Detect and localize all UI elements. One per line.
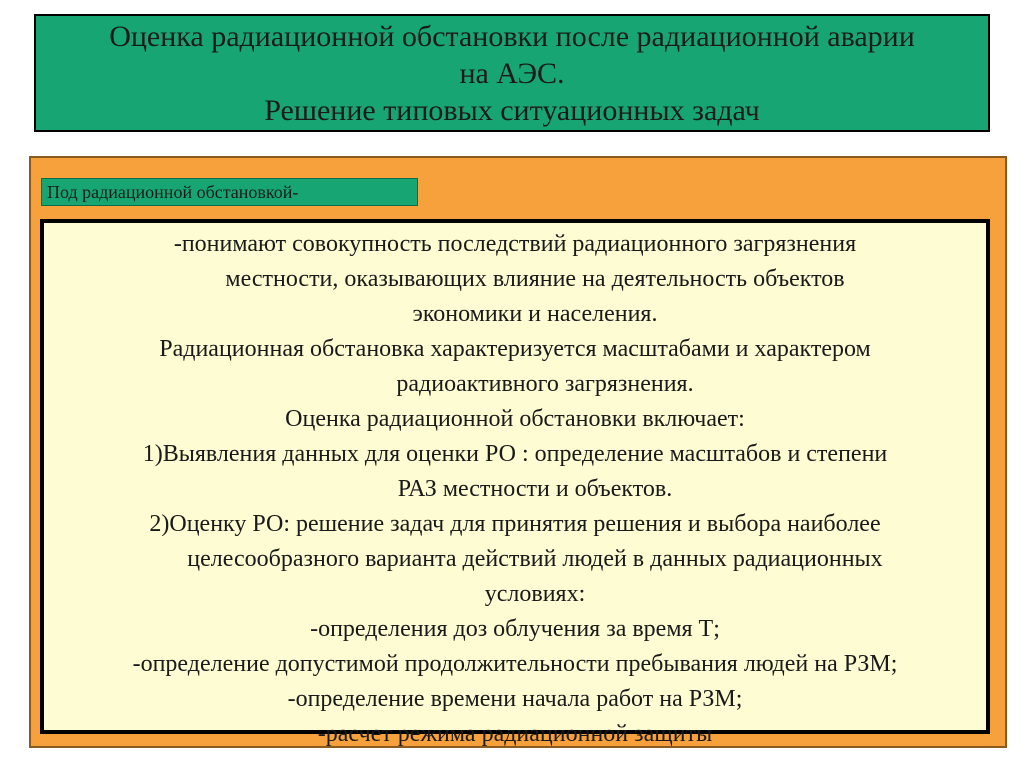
body-line-6: Оценка радиационной обстановки включает:	[285, 406, 745, 432]
body-line-14: -определение времени начала работ на РЗМ;	[287, 686, 743, 712]
body-line-13: -определение допустимой продолжительности пребывания людей на РЗМ;	[132, 651, 898, 677]
section-label: Под радиационной обстановкой-	[41, 178, 418, 206]
body-line-8: РАЗ местности и объектов.	[397, 476, 673, 502]
definition-text-box	[40, 219, 990, 747]
body-line-7: 1)Выявления данных для оценки РО : определение масштабов и степени	[142, 441, 888, 467]
title-line-2: на АЭС.	[459, 56, 565, 90]
title-line-1: Оценка радиационной обстановки после радиационной аварии	[109, 19, 915, 53]
slide-title	[34, 14, 990, 132]
body-line-15: -расчет режима радиационной защиты	[317, 721, 713, 747]
body-line-5: радиоактивного загрязнения.	[396, 371, 694, 397]
body-line-9: 2)Оценку РО: решение задач для принятия решения и выбора наиболее	[149, 511, 881, 537]
body-line-1: -понимают совокупность последствий радиационного загрязнения	[173, 231, 857, 257]
body-line-2: местности, оказывающих влияние на деятельность объектов	[225, 266, 845, 292]
body-line-3: экономики и населения.	[412, 301, 658, 327]
body-line-11: условиях:	[484, 581, 586, 607]
title-line-3: Решение типовых ситуационных задач	[264, 93, 760, 127]
body-line-10: целесообразного варианта действий людей в данных радиационных	[187, 546, 883, 572]
body-line-4: Радиационная обстановка характеризуется масштабами и характером	[159, 336, 871, 362]
body-line-12: -определения доз облучения за время Т;	[310, 616, 720, 642]
